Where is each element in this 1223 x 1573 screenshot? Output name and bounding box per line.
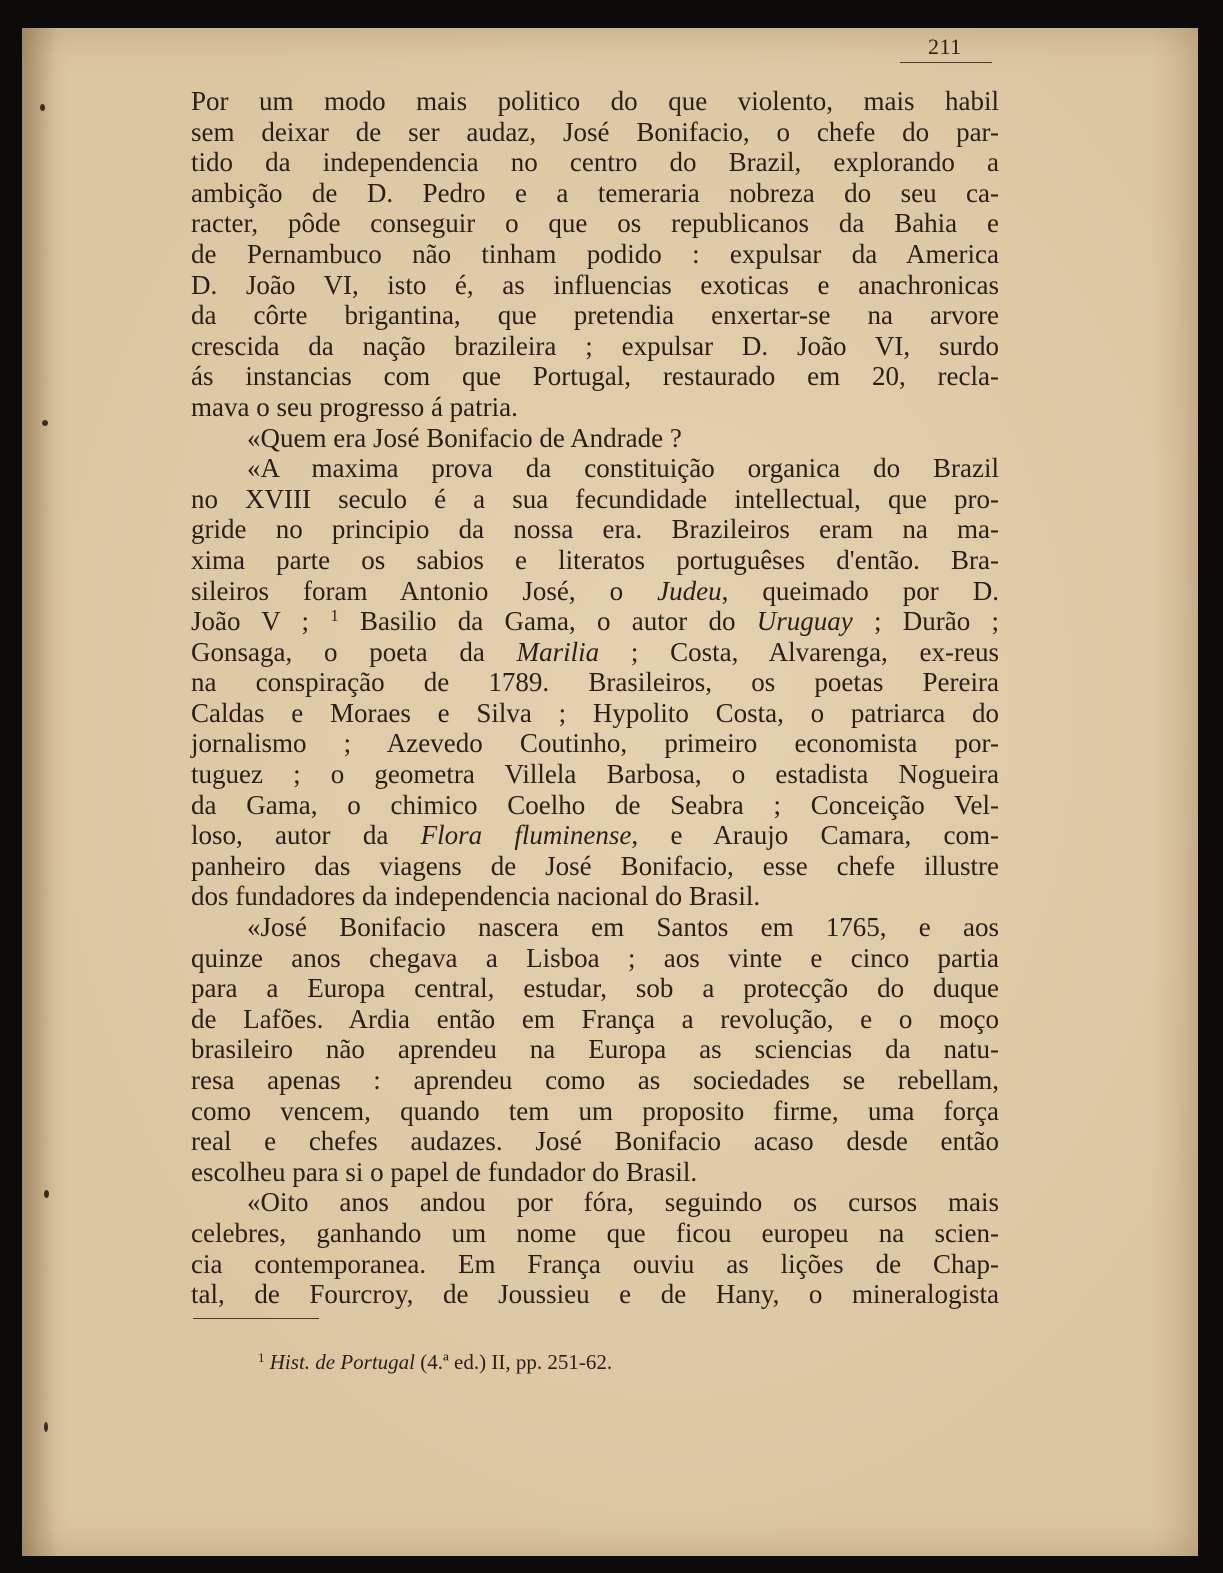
text-line: tal, de Fourcroy, de Joussieu e de Hany, o mineralogista bbox=[191, 1279, 999, 1310]
scan-speck bbox=[44, 1422, 48, 1432]
text-line: gride no principio da nossa era. Brazileiros eram na ma- bbox=[191, 514, 999, 545]
text-line: tido da independencia no centro do Brazil, explorando a bbox=[191, 147, 999, 178]
text-line: sem deixar de ser audaz, José Bonifacio, o chefe do par- bbox=[191, 116, 999, 147]
scan-speck bbox=[40, 104, 45, 111]
text-line: ambição de D. Pedro e a temeraria nobreza do seu ca- bbox=[191, 177, 999, 208]
text-line: «Oito anos andou por fóra, seguindo os cursos mais bbox=[247, 1187, 999, 1218]
text-line: loso, autor da Flora fluminense, e Araujo Camara, com- bbox=[191, 820, 999, 851]
page-gutter bbox=[22, 28, 56, 1556]
text-line: quinze anos chegava a Lisboa ; aos vinte e cinco partia bbox=[191, 942, 999, 973]
text-line: brasileiro não aprendeu na Europa as sciencias da natu- bbox=[191, 1034, 999, 1065]
text-line: «Quem era José Bonifacio de Andrade ? bbox=[247, 422, 682, 453]
scan-speck bbox=[42, 420, 48, 426]
text-line: xima parte os sabios e literatos portuguêses d'então. Bra- bbox=[191, 544, 999, 575]
text-line: ás instancias com que Portugal, restaurado em 20, recla- bbox=[191, 361, 999, 392]
footnote-title: Hist. de Portugal bbox=[269, 1350, 416, 1374]
text-line: «A maxima prova da constituição organica do Brazil bbox=[247, 453, 999, 484]
text-line: sileiros foram Antonio José, o Judeu, queimado por D. bbox=[191, 575, 999, 606]
text-line: da Gama, o chimico Coelho de Seabra ; Conceição Vel- bbox=[191, 789, 999, 820]
footnote-rule bbox=[193, 1318, 319, 1319]
text-line: Caldas e Moraes e Silva ; Hypolito Costa, o patriarca do bbox=[191, 697, 999, 728]
text-line: D. João VI, isto é, as influencias exoticas e anachronicas bbox=[191, 269, 999, 300]
text-line: da côrte brigantina, que pretendia enxertar-se na arvore bbox=[191, 300, 999, 331]
header-rule bbox=[900, 62, 992, 63]
text-line: na conspiração de 1789. Brasileiros, os poetas Pereira bbox=[191, 667, 999, 698]
body-text bbox=[191, 86, 999, 1310]
text-line: resa apenas : aprendeu como as sociedades se rebellam, bbox=[191, 1065, 999, 1095]
text-line: como vencem, quando tem um proposito firme, uma força bbox=[191, 1095, 999, 1126]
text-line: Por um modo mais politico do que violento, mais habil bbox=[191, 86, 999, 116]
page-number: 211 bbox=[928, 34, 962, 59]
text-line: «José Bonifacio nascera em Santos em 1765, e aos bbox=[247, 912, 999, 943]
footnote-details: (4.ª ed.) II, pp. 251-62. bbox=[415, 1350, 613, 1374]
footnote-marker: 1 bbox=[258, 1349, 265, 1365]
text-line: para a Europa central, estudar, sob a protecção do duque bbox=[191, 973, 999, 1004]
text-line: escolheu para si o papel de fundador do Brasil. bbox=[191, 1156, 698, 1187]
text-line: panheiro das viagens de José Bonifacio, esse chefe illustre bbox=[191, 850, 999, 881]
scan-speck bbox=[44, 1190, 49, 1198]
text-line: real e chefes audazes. José Bonifacio acaso desde então bbox=[191, 1126, 999, 1157]
text-line: cia contemporanea. Em França ouviu as lições de Chap- bbox=[191, 1248, 999, 1279]
footnote bbox=[258, 1350, 612, 1375]
text-line: de Lafões. Ardia então em França a revolução, e o moço bbox=[191, 1003, 999, 1034]
text-line: celebres, ganhando um nome que ficou europeu na scien- bbox=[191, 1217, 999, 1248]
text-line: jornalismo ; Azevedo Coutinho, primeiro economista por- bbox=[191, 728, 999, 759]
text-line: tuguez ; o geometra Villela Barbosa, o estadista Nogueira bbox=[191, 759, 999, 790]
text-line: racter, pôde conseguir o que os republicanos da Bahia e bbox=[191, 208, 999, 239]
text-line: crescida da nação brazileira ; expulsar D. João VI, surdo bbox=[191, 330, 999, 361]
text-line: mava o seu progresso á patria. bbox=[191, 391, 518, 422]
text-line: João V ; $^1$ Basilio da Gama, o autor do Uruguay ; Durão ; bbox=[191, 605, 1000, 637]
text-line: de Pernambuco não tinham podido : expulsar da America bbox=[191, 238, 999, 269]
text-line: no XVIII seculo é a sua fecundidade intellectual, que pro- bbox=[191, 483, 999, 514]
text-line: Gonsaga, o poeta da Marilia ; Costa, Alvarenga, ex-reus bbox=[191, 636, 999, 667]
text-line: dos fundadores da independencia nacional do Brasil. bbox=[191, 881, 761, 912]
